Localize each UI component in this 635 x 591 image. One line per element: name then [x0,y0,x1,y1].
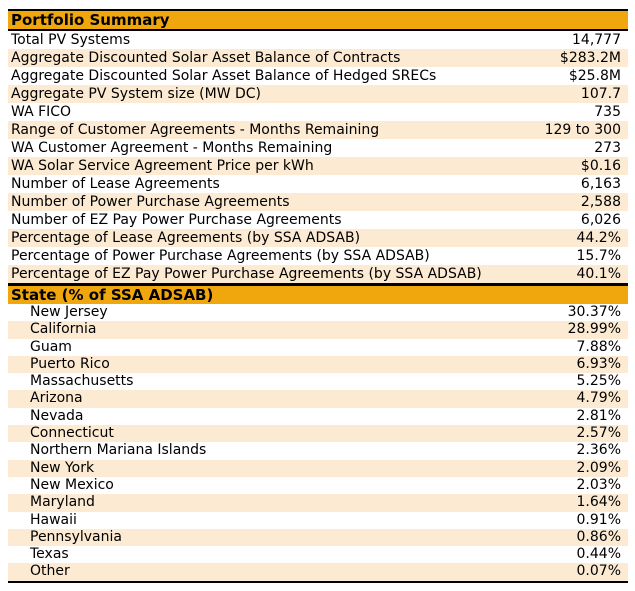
row-label: Texas [30,546,69,563]
table-row [8,477,628,494]
row-value: 4.79% [576,390,621,407]
row-value: 15.7% [576,248,621,264]
row-label: Hawaii [30,511,77,528]
row-label: WA FICO [11,104,72,120]
row-label: Percentage of EZ Pay Power Purchase Agreements (by SSA ADSAB) [11,266,482,282]
row-value: 735 [594,104,621,120]
row-value: 107.7 [580,86,621,102]
row-label: Connecticut [30,425,114,442]
row-label: Aggregate PV System size (MW DC) [11,86,262,102]
row-label: Percentage of Power Purchase Agreements (by SSA ADSAB) [11,248,430,264]
table-row [8,339,628,356]
row-value: 6.93% [576,355,621,372]
table-row [8,408,628,425]
table-row [8,247,628,265]
row-value: 44.2% [576,230,621,246]
row-label: Guam [30,338,72,355]
row-value: 1.64% [576,494,621,511]
row-value: 2.81% [576,407,621,424]
portfolio-summary-header: Portfolio Summary [8,9,628,31]
row-value: 2.09% [576,459,621,476]
table-row [8,373,628,390]
table-row [8,121,628,139]
row-label: New York [30,459,95,476]
row-value: $0.16 [580,158,621,174]
table-row [8,563,628,580]
state-rows [8,304,628,581]
row-label: Massachusetts [30,373,134,390]
table-row [8,103,628,121]
row-value: 0.07% [576,563,621,580]
row-label: California [30,321,97,338]
row-value: 0.44% [576,546,621,563]
row-label: Nevada [30,407,84,424]
table-row [8,321,628,338]
table-row [8,193,628,211]
table-row [8,390,628,407]
table-row [8,546,628,563]
table-row [8,229,628,247]
portfolio-table [8,9,628,583]
row-label: New Mexico [30,476,114,493]
row-value: 2,588 [580,194,621,210]
row-label: New Jersey [30,304,108,320]
row-label: Other [30,563,70,580]
table-row [8,265,628,283]
row-label: Pennsylvania [30,528,122,545]
table-row [8,67,628,85]
table-row [8,425,628,442]
table-row [8,211,628,229]
row-value: 30.37% [567,304,621,320]
portfolio-summary-rows [8,31,628,283]
table-row [8,139,628,157]
row-value: 5.25% [576,373,621,390]
row-label: WA Solar Service Agreement Price per kWh [11,158,314,174]
table-row [8,304,628,321]
row-value: 273 [594,140,621,156]
row-value: 6,163 [580,176,621,192]
row-label: Number of EZ Pay Power Purchase Agreements [11,212,342,228]
row-value: 28.99% [567,321,621,338]
row-label: Percentage of Lease Agreements (by SSA ADSAB) [11,230,361,246]
row-value: 7.88% [576,338,621,355]
table-bottom-border [8,581,628,583]
table-row [8,494,628,511]
row-value: $283.2M [559,50,621,66]
row-label: Maryland [30,494,95,511]
row-label: Arizona [30,390,83,407]
row-label: Total PV Systems [11,32,131,48]
row-label: Range of Customer Agreements - Months Remaining [11,122,380,138]
table-row [8,157,628,175]
state-section-header: State (% of SSA ADSAB) [8,283,628,304]
table-row [8,175,628,193]
table-row [8,512,628,529]
row-label: Number of Lease Agreements [11,176,220,192]
row-value: $25.8M [568,68,621,84]
table-row [8,460,628,477]
row-label: Number of Power Purchase Agreements [11,194,290,210]
row-value: 2.57% [576,425,621,442]
row-value: 2.36% [576,442,621,459]
row-label: Aggregate Discounted Solar Asset Balance of Hedged SRECs [11,68,437,84]
row-label: Aggregate Discounted Solar Asset Balance of Contracts [11,50,401,66]
row-value: 6,026 [580,212,621,228]
row-value: 2.03% [576,476,621,493]
row-label: Puerto Rico [30,355,110,372]
row-value: 40.1% [576,266,621,282]
row-value: 0.91% [576,511,621,528]
row-value: 129 to 300 [544,122,621,138]
table-row [8,49,628,67]
table-row [8,442,628,459]
table-row [8,31,628,49]
table-row [8,356,628,373]
row-value: 14,777 [572,32,621,48]
row-value: 0.86% [576,528,621,545]
row-label: Northern Mariana Islands [30,442,207,459]
table-row [8,529,628,546]
table-row [8,85,628,103]
row-label: WA Customer Agreement - Months Remaining [11,140,333,156]
